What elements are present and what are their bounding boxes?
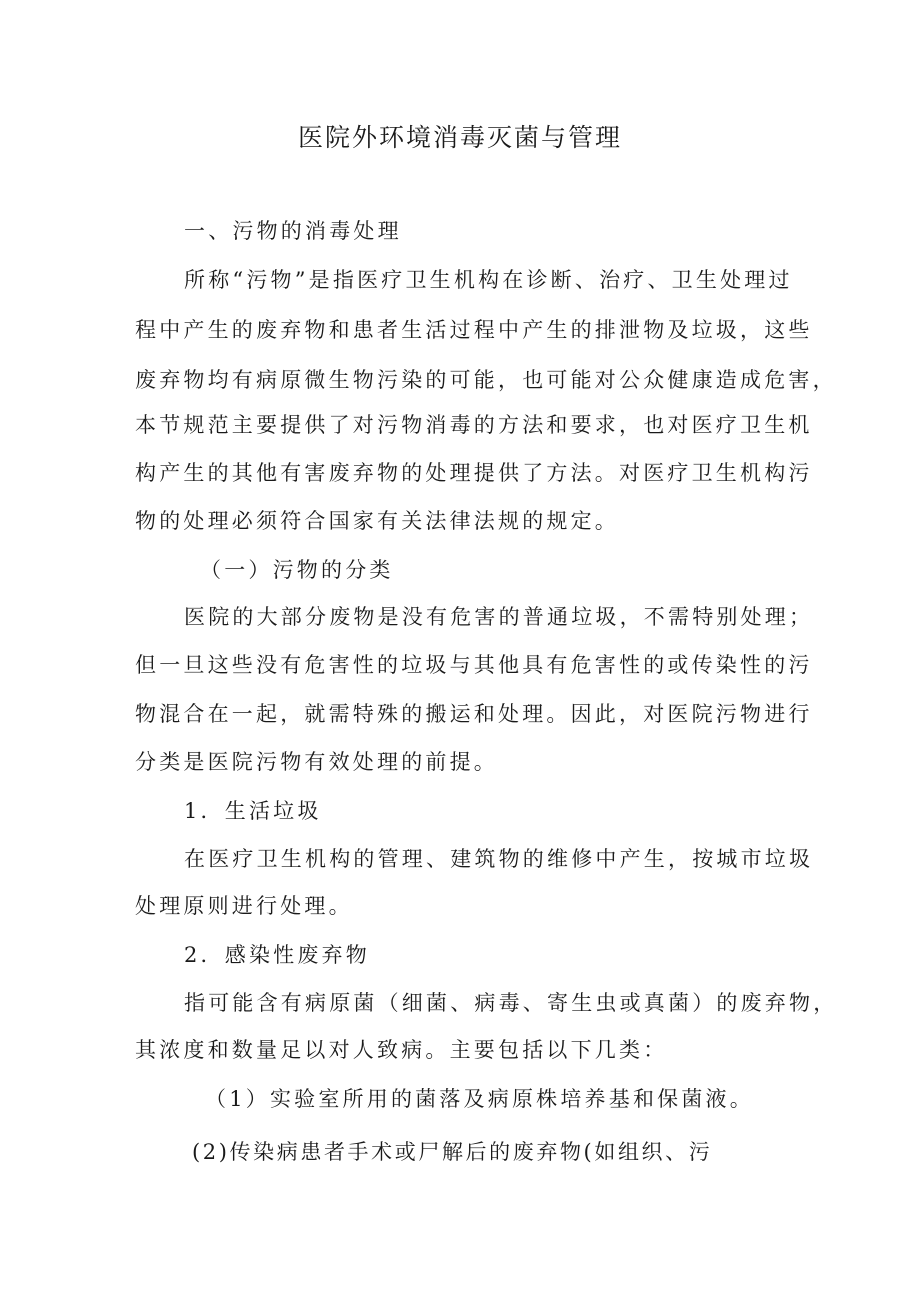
paragraph-line: 医院的大部分废物是没有危害的普通垃圾，不需特别处理； [184, 605, 814, 629]
paragraph-line: 程中产生的废弃物和患者生活过程中产生的排泄物及垃圾，这些 [135, 318, 813, 342]
item-heading: 1．生活垃圾 [184, 799, 322, 823]
item-heading: 2．感染性废弃物 [184, 943, 370, 967]
paragraph-line: 物的处理必须符合国家有关法律法规的规定。 [135, 509, 619, 533]
list-item: (2)传染病患者手术或尸解后的废弃物(如组织、污 [192, 1140, 713, 1164]
paragraph-line: 废弃物均有病原微生物污染的可能，也可能对公众健康造成危害， [135, 368, 837, 392]
paragraph-line: 所称“污物”是指医疗卫生机构在诊断、治疗、卫生处理过 [184, 268, 793, 292]
paragraph-line: 在医疗卫生机构的管理、建筑物的维修中产生，按城市垃圾 [184, 847, 814, 871]
section-heading: 一、污物的消毒处理 [184, 219, 402, 243]
paragraph-line: 但一旦这些没有危害性的垃圾与其他具有危害性的或传染性的污 [135, 653, 813, 677]
list-item: （1）实验室所用的菌落及病原株培养基和保菌液。 [205, 1087, 754, 1111]
paragraph-line: 物混合在一起，就需特殊的搬运和处理。因此，对医院污物进行 [135, 702, 813, 726]
paragraph-line: 处理原则进行处理。 [135, 894, 353, 918]
paragraph-line: 其浓度和数量足以对人致病。主要包括以下几类： [135, 1038, 668, 1062]
document-title: 医院外环境消毒灭菌与管理 [297, 123, 622, 152]
subsection-heading: （一）污物的分类 [200, 558, 394, 582]
paragraph-line: 指可能含有病原菌（细菌、病毒、寄生虫或真菌）的废弃物， [184, 991, 838, 1015]
paragraph-line: 构产生的其他有害废弃物的处理提供了方法。对医疗卫生机构污 [135, 461, 813, 485]
paragraph-line: 本节规范主要提供了对污物消毒的方法和要求，也对医疗卫生机 [135, 413, 813, 437]
paragraph-line: 分类是医院污物有效处理的前提。 [135, 750, 498, 774]
